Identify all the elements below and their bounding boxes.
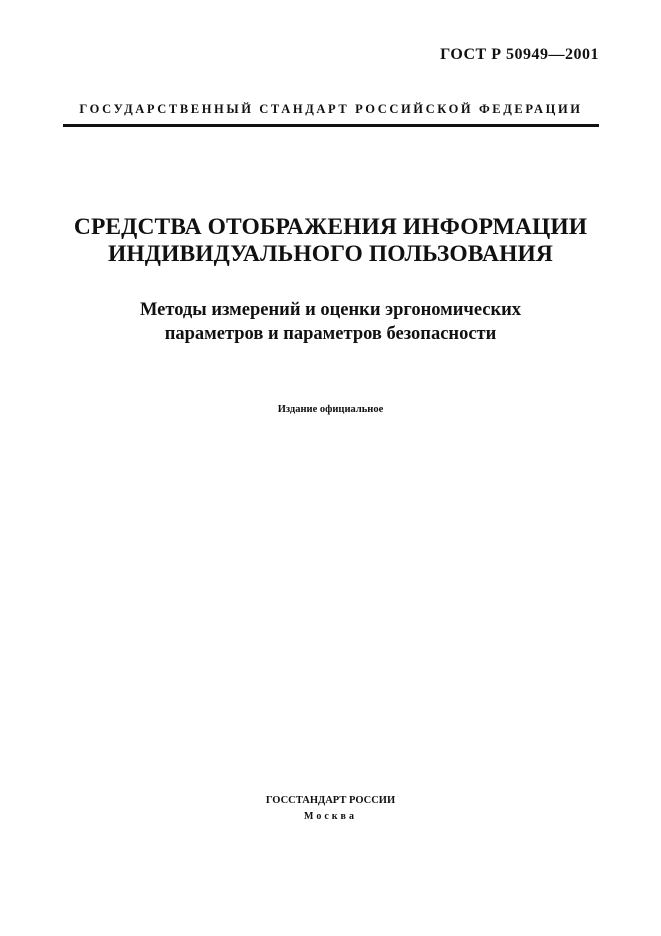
subtitle-line: Методы измерений и оценки эргономических [139, 300, 522, 320]
document-title [0, 214, 661, 268]
title-line: ИНДИВИДУАЛЬНОГО ПОЛЬЗОВАНИЯ [108, 241, 553, 267]
publisher-name: ГОССТАНДАРТ РОССИИ [265, 795, 396, 806]
title-line: СРЕДСТВА ОТОБРАЖЕНИЯ ИНФОРМАЦИИ [73, 214, 588, 240]
document-subtitle [0, 298, 661, 346]
publication-city: Москва [304, 811, 357, 822]
standard-number: ГОСТ Р 50949—2001 [440, 46, 599, 63]
header-divider [63, 124, 599, 127]
edition-label: Издание официальное [277, 404, 384, 415]
standard-header: ГОСУДАРСТВЕННЫЙ СТАНДАРТ РОССИЙСКОЙ ФЕДЕРАЦИИ [79, 102, 583, 116]
subtitle-line: параметров и параметров безопасности [164, 324, 497, 344]
